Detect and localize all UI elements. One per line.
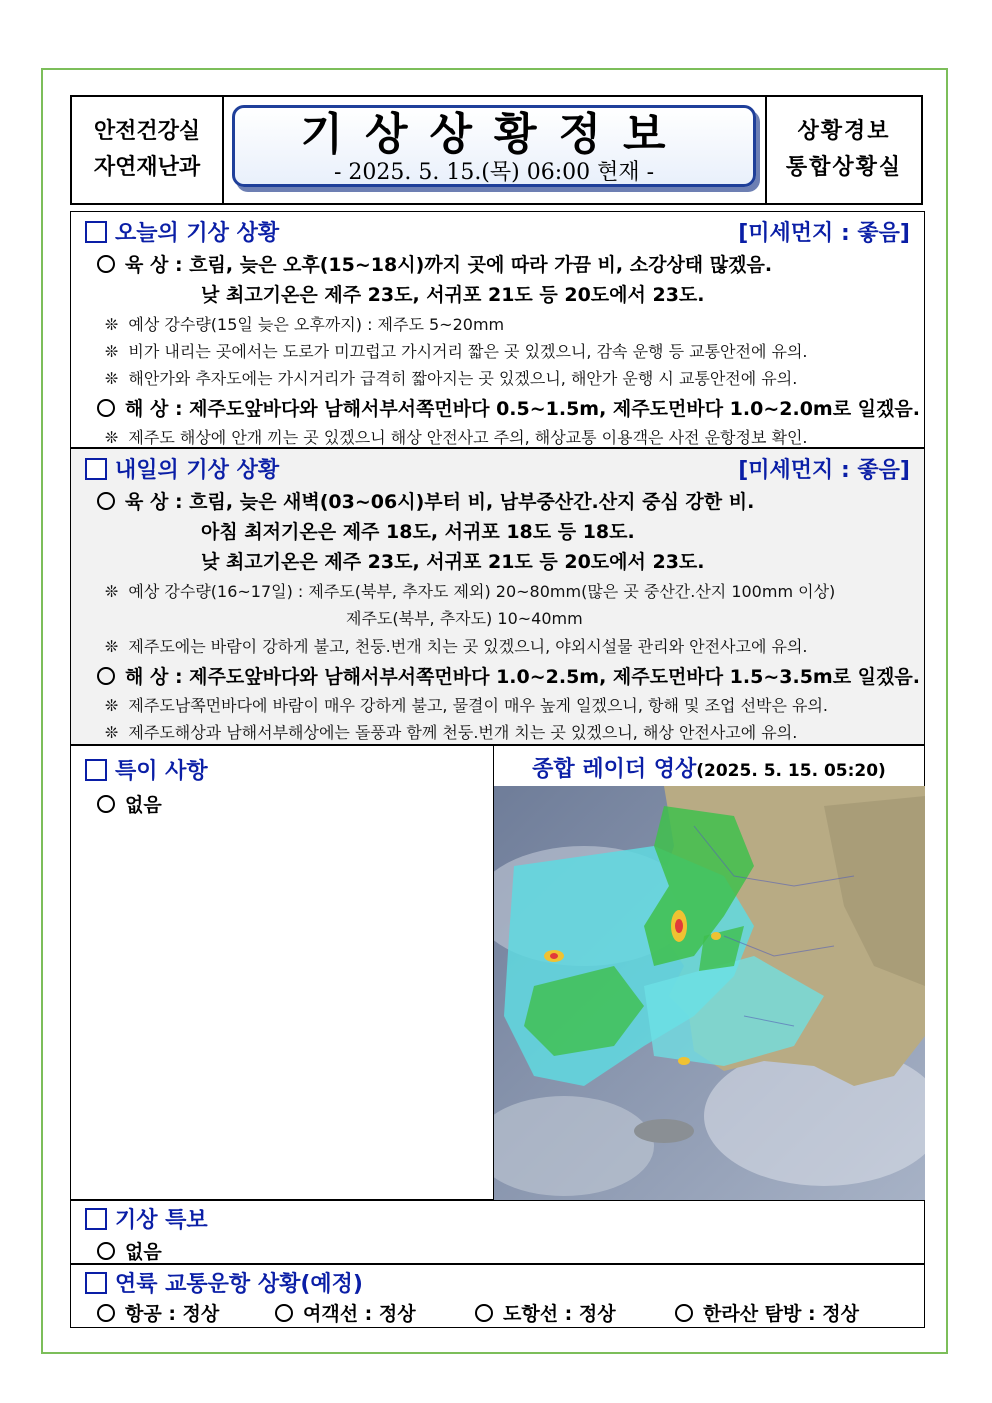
office-line2: 통합상황실: [785, 155, 903, 180]
report-title: 기상상황정보: [300, 109, 688, 160]
transport-section: [70, 1264, 925, 1328]
jeju-island: [634, 1119, 694, 1143]
asterism-icon: ❊: [105, 369, 119, 388]
radar-title-text: 종합 레이더 영상: [532, 757, 697, 782]
rain-cell-heavy: [711, 932, 721, 940]
transport-heading: [85, 1267, 363, 1298]
rain-cell-intense: [550, 953, 558, 959]
warning-item: [97, 1237, 162, 1264]
transport-heading-text: 연륙 교통운항 상황(예정): [115, 1272, 363, 1297]
special-heading-text: 특이 사항: [115, 759, 208, 784]
warning-heading-text: 기상 특보: [115, 1208, 208, 1233]
circle-bullet-icon: [97, 1304, 115, 1322]
transport-island-ferry-text: 도항선 : 정상: [503, 1303, 616, 1325]
today-sea-note: [105, 425, 807, 448]
tomorrow-land-line3: 낮 최고기온은 제주 23도, 서귀포 21도 등 20도에서 23도.: [201, 551, 705, 573]
asterism-icon: ❊: [105, 696, 119, 715]
warning-heading: [85, 1203, 208, 1234]
today-note-3-text: 해안가와 추자도에는 가시거리가 급격히 짧아지는 곳 있겠으니, 해안가 운행 시 교통안전에 유의.: [128, 369, 798, 388]
tomorrow-land-text1: 흐림, 늦은 새벽(03~06시)부터 비, 남부중산간.산지 중심 강한 비.: [189, 491, 755, 513]
today-land-line2: 낮 최고기온은 제주 23도, 서귀포 21도 등 20도에서 23도.: [201, 284, 705, 306]
asterism-icon: ❊: [105, 428, 119, 447]
today-weather-section: [70, 211, 925, 448]
land-label: 육 상 :: [125, 491, 183, 513]
today-heading: [85, 216, 279, 247]
today-note-1: [105, 312, 504, 335]
today-land-line1: [97, 250, 772, 277]
sea-label: 해 상 :: [125, 398, 183, 420]
tomorrow-heading: [85, 453, 279, 484]
transport-hallasan: [675, 1299, 859, 1326]
checkbox-icon: [85, 1272, 107, 1294]
radar-timestamp: (2025. 5. 15. 05:20): [696, 761, 886, 781]
department-line2: 자연재난과: [93, 155, 201, 180]
circle-bullet-icon: [97, 1242, 115, 1260]
special-item: [97, 790, 162, 817]
tomorrow-rain-note: [105, 579, 835, 602]
circle-bullet-icon: [97, 667, 115, 685]
transport-island-ferry: [475, 1299, 616, 1326]
report-header: [70, 95, 923, 205]
title-box: [232, 105, 756, 187]
tomorrow-sea-line: [97, 662, 920, 689]
asterism-icon: ❊: [105, 637, 119, 656]
tomorrow-fine-dust: [미세먼지 : 좋음]: [738, 458, 910, 483]
tomorrow-sea-note-1-text: 제주도남쪽먼바다에 바람이 매우 강하게 불고, 물결이 매우 높게 일겠으니, 항해 및 조업 선박은 유의.: [128, 696, 829, 715]
circle-bullet-icon: [97, 255, 115, 273]
asterism-icon: ❊: [105, 723, 119, 742]
radar-title: [493, 752, 925, 783]
circle-bullet-icon: [97, 795, 115, 813]
rain-cell-heavy: [678, 1057, 690, 1065]
today-sea-line: [97, 394, 920, 421]
transport-air-text: 항공 : 정상: [125, 1303, 220, 1325]
tomorrow-sea-note-2-text: 제주도해상과 남해서부해상에는 돌풍과 함께 천둥.번개 치는 곳 있겠으니, 해상 안전사고에 유의.: [128, 723, 798, 742]
today-note-2: [105, 339, 807, 362]
tomorrow-wind-note: [105, 634, 807, 657]
special-heading: [85, 754, 208, 785]
asterism-icon: ❊: [105, 342, 119, 361]
today-heading-text: 오늘의 기상 상황: [115, 221, 280, 246]
office-block: [765, 97, 921, 203]
circle-bullet-icon: [97, 492, 115, 510]
today-sea-note-text: 제주도 해상에 안개 끼는 곳 있겠으니 해상 안전사고 주의, 해상교통 이용객은 사전 운항정보 확인.: [128, 428, 808, 447]
today-note-3: [105, 366, 797, 389]
report-datetime: - 2025. 5. 15.(목) 06:00 현재 -: [333, 160, 655, 185]
tomorrow-rain-note2: 제주도(북부, 추자도) 10~40mm: [346, 609, 583, 628]
tomorrow-land-line2: 아침 최저기온은 제주 18도, 서귀포 18도 등 18도.: [201, 521, 635, 543]
tomorrow-sea-note-2: [105, 720, 797, 743]
special-item-text: 없음: [125, 794, 162, 816]
checkbox-icon: [85, 221, 107, 243]
land-label: 육 상 :: [125, 254, 183, 276]
asterism-icon: ❊: [105, 315, 119, 334]
office-line1: 상황경보: [797, 119, 891, 144]
circle-bullet-icon: [475, 1304, 493, 1322]
tomorrow-wind-note-text: 제주도에는 바람이 강하게 불고, 천둥.번개 치는 곳 있겠으니, 야외시설물 관리와 안전사고에 유의.: [128, 637, 808, 656]
circle-bullet-icon: [275, 1304, 293, 1322]
circle-bullet-icon: [97, 399, 115, 417]
rain-cell-intense: [675, 919, 683, 933]
circle-bullet-icon: [675, 1304, 693, 1322]
transport-air: [97, 1299, 219, 1326]
today-fine-dust: [미세먼지 : 좋음]: [738, 221, 910, 246]
transport-ferry-text: 여객선 : 정상: [303, 1303, 416, 1325]
radar-image: [494, 786, 925, 1200]
tomorrow-rain-note-text1: 예상 강수량(16~17일) : 제주도(북부, 추자도 제외) 20~80mm(많은 곳 중산간.산지 100mm 이상): [128, 582, 836, 601]
tomorrow-land-line1: [97, 487, 754, 514]
today-note-1-text: 예상 강수량(15일 늦은 오후까지) : 제주도 5~20mm: [128, 315, 505, 334]
checkbox-icon: [85, 759, 107, 781]
transport-ferry: [275, 1299, 416, 1326]
checkbox-icon: [85, 458, 107, 480]
tomorrow-sea-text: 제주도앞바다와 남해서부서쪽먼바다 1.0~2.5m, 제주도먼바다 1.5~3.5m로 일겠음.: [189, 666, 920, 688]
asterism-icon: ❊: [105, 582, 119, 601]
tomorrow-sea-note-1: [105, 693, 828, 716]
warning-item-text: 없음: [125, 1241, 162, 1263]
sea-label: 해 상 :: [125, 666, 183, 688]
department-line1: 안전건강실: [93, 119, 201, 144]
department-block: [72, 97, 224, 203]
today-sea-text: 제주도앞바다와 남해서부서쪽먼바다 0.5~1.5m, 제주도먼바다 1.0~2.0m로 일겠음.: [189, 398, 920, 420]
checkbox-icon: [85, 1208, 107, 1230]
weather-warning-section: [70, 1200, 925, 1264]
transport-hallasan-text: 한라산 탐방 : 정상: [703, 1303, 859, 1325]
special-radar-section: [70, 745, 925, 1200]
today-note-2-text: 비가 내리는 곳에서는 도로가 미끄럽고 가시거리 짧은 곳 있겠으니, 감속 운행 등 교통안전에 유의.: [128, 342, 808, 361]
tomorrow-weather-section: [70, 448, 925, 745]
today-land-text1: 흐림, 늦은 오후(15~18시)까지 곳에 따라 가끔 비, 소강상태 많겠음.: [189, 254, 773, 276]
tomorrow-heading-text: 내일의 기상 상황: [115, 458, 280, 483]
